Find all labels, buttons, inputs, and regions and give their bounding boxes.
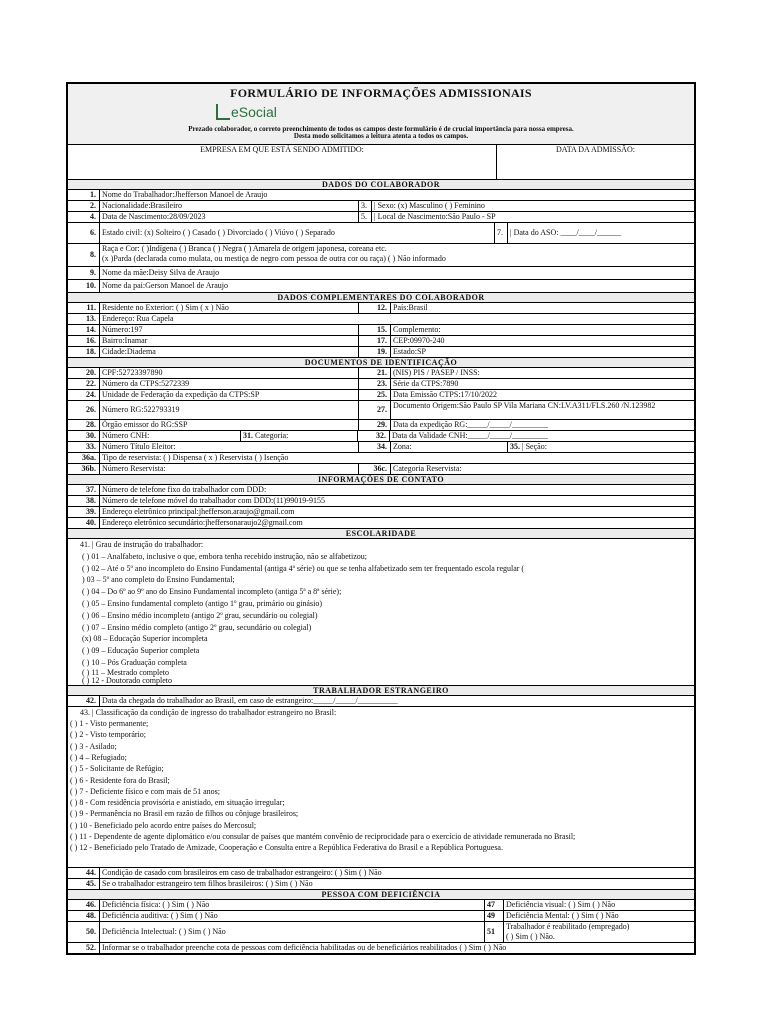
secao-field[interactable]: | Seção: [522,442,547,451]
escolaridade-option[interactable]: ( ) 10 – Pós Graduação completa [82,657,187,667]
nome-mae-field[interactable]: Nome da mãe:Deisy Silva de Araujo [102,268,220,277]
field-number: 39. [68,507,100,517]
condicao-option[interactable]: ( ) 12 - Beneficiado pelo Tratado de Amizade, Cooperação e Consulta entre a República Federativa do Brasil e a República Portuguesa. [70,843,503,853]
condicao-option[interactable]: ( ) 8 - Com residência provisória e anistiado, em situação irregular; [70,798,285,808]
documento-origem-field[interactable]: Documento Origem:São Paulo SP Vila Mariana CN:LV.A311/FLS.260 /N.123982 [393,401,656,410]
rg-orgao-field[interactable]: Órgão emissor do RG:SSP [100,420,359,430]
field-number: 3. [359,201,372,211]
field-number: 7. [495,223,508,243]
form-row [68,911,694,922]
field-number: 33. [68,442,100,452]
field-number: 13. [68,314,100,324]
escolaridade-heading: 41. | Grau de instrução do trabalhador: [80,540,204,549]
field-number: 37. [68,485,100,495]
field-number: 45. [68,879,100,889]
field-number: 49 [485,911,504,921]
email-secundario-field[interactable]: Endereço eletrônico secundário:jheffersonaraujo2@gmail.com [102,518,303,527]
cota-deficiencia-field[interactable]: Informar se o trabalhador preenche cota de pessoas com deficiência habilitadas ou de beneficiários reabilitados ( ) Sim ( ) Não [102,942,507,952]
form-row [68,336,694,347]
condicao-option[interactable]: ( ) 7 - Deficiente físico e com mais de 51 anos; [70,786,220,796]
telefone-fixo-field[interactable]: Número de telefone fixo do trabalhador com DDD: [102,485,267,494]
empresa-row [68,145,694,180]
condicao-option[interactable]: ( ) 2 - Visto temporário; [70,730,147,740]
form-row [68,868,694,879]
field-number: 40. [68,518,100,528]
condicao-option[interactable]: ( ) 1 - Visto permanente; [70,719,149,729]
section-deficiencia: PESSOA COM DEFICIÊNCIA [68,890,694,900]
condicao-option[interactable]: ( ) 9 - Permanência no Brasil em razão de filhos ou cônjuge brasileiros; [70,809,299,819]
data-admissao-field[interactable]: DATA DA ADMISSÃO: [556,145,635,154]
field-number: 50. [68,922,100,942]
field-number: 51 [485,922,504,942]
cnh-categoria-field[interactable]: Categoria: [255,431,289,440]
sexo-field[interactable]: | Sexo: (x) Masculino ( ) Feminino [374,201,485,210]
estado-civil-field[interactable]: Estado civil: (x) Solteiro ( ) Casado ( ) Divorciado ( ) Viúvo ( ) Separado [100,223,495,243]
nome-field[interactable]: Nome do Trabalhador:Jhefferson Manoel de Araujo [102,190,268,199]
condicao-ingresso-block [68,707,694,868]
logo-text: eSocial [231,104,277,120]
escolaridade-option[interactable]: ( ) 12 - Doutorado completo [82,676,172,685]
field-number: 31. [243,431,253,440]
admission-form [66,82,696,955]
field-number: 11. [68,303,100,313]
escolaridade-option[interactable]: ( ) 01 – Analfabeto, inclusive o que, embora tenha recebido instrução, não se alfabetizou; [82,551,368,561]
form-row [68,496,694,507]
form-row [68,280,694,293]
field-number: 25. [359,390,391,400]
escolaridade-option[interactable]: ( ) 09 – Educação Superior completa [82,646,200,656]
form-row [68,201,694,212]
field-number: 6. [68,223,100,243]
pais-field[interactable]: País:Brasil [393,303,428,312]
field-number: 29. [359,420,391,430]
casado-brasileiro-field[interactable]: Condição de casado com brasileiros em caso de trabalhador estrangeiro: ( ) Sim ( ) Não [102,867,382,877]
raca-cor-field[interactable] [100,244,694,266]
form-header [68,84,694,145]
cnh-validade-field[interactable]: Data da Validade CNH:_____/_____/_________ [392,431,549,440]
data-aso-field[interactable]: | Data do ASO: ____/____/______ [510,228,621,237]
field-number: 34. [359,442,391,452]
raca-line-1: Raça e Cor: ( )Indígena ( ) Branca ( ) Negra ( ) Amarela de origem japonesa, coreana etc. [102,244,387,253]
filhos-brasileiros-field[interactable]: Se o trabalhador estrangeiro tem filhos brasileiros: ( ) Sim ( ) Não [102,878,313,888]
form-row [68,390,694,401]
ctps-serie-field[interactable]: Série da CTPS:7890 [393,379,459,388]
form-row [68,267,694,280]
field-number: 14. [68,325,100,335]
field-number: 42. [68,696,100,706]
field-number: 32. [358,431,390,441]
field-number: 28. [68,420,100,430]
field-number: 47 [485,900,504,910]
deficiencia-auditiva-field[interactable]: Deficiência auditiva: ( ) Sim ( ) Não [100,911,485,921]
field-number: 36c. [359,464,391,474]
field-number: 48. [68,911,100,921]
ctps-uf-field[interactable]: Unidade de Federação da expedição da CTPS:SP [100,390,359,400]
condicao-option[interactable]: ( ) 11 - Dependente de agente diplomático e/ou consular de países que mantém convênio de reciprocidade para o exercício de atividade remunerada no Brasil; [70,832,576,842]
titulo-eleitor-field[interactable]: Número Título Eleitor: [100,442,359,452]
estado-field[interactable]: Estado:SP [393,347,426,356]
form-row [68,325,694,336]
section-escolaridade: ESCOLARIDADE [68,529,694,539]
condicao-option[interactable]: ( ) 4 – Refugiado; [70,752,127,762]
field-number: 15. [359,325,391,335]
zona-field[interactable]: Zona: [391,442,508,452]
escolaridade-option[interactable]: ( ) 05 – Ensino fundamental completo (antigo 1º grau, primário ou ginásio) [82,598,322,608]
field-number: 5. [359,212,372,222]
ctps-numero-field[interactable]: Número da CTPS:5272339 [100,379,359,389]
field-number: 36b. [68,464,100,474]
raca-line-2: (x )Parda (declarada como mulata, ou mestiça de negro com pessoa de outra cor ou raça) ( ) Não informado [102,254,446,263]
field-number: 38. [68,496,100,506]
numero-field[interactable]: Número:197 [100,325,359,335]
field-number: 22. [68,379,100,389]
field-number: 8. [68,244,100,266]
form-row [68,879,694,890]
cpf-field[interactable]: CPF:52723397890 [100,368,359,378]
form-title: FORMULÁRIO DE INFORMAÇÕES ADMISSIONAIS [230,86,532,100]
data-chegada-field[interactable]: Data da chegada do trabalhador ao Brasil, em caso de estrangeiro:_____/_____/__________ [102,695,398,705]
form-row [68,518,694,529]
form-row [68,244,694,267]
tipo-reservista-field[interactable]: Tipo de reservista: ( ) Dispensa ( x ) Reservista ( ) Isenção [102,453,289,462]
field-number: 44. [68,868,100,878]
ctps-emissao-field[interactable]: Data Emissão CTPS:17/10/2022 [393,390,497,399]
field-number: 19. [359,347,391,357]
escolaridade-option[interactable]: ( ) 07 – Ensino médio completo (antigo 2º grau, secundário ou colegial) [82,622,312,632]
reabilitado-field[interactable] [504,922,694,942]
field-number: 27. [359,401,391,419]
nome-pai-field[interactable]: Nome da pai:Gerson Manoel de Araujo [102,281,228,290]
field-number: 24. [68,390,100,400]
deficiencia-intelectual-field[interactable]: Deficiência Intelectual: ( ) Sim ( ) Não [100,922,485,942]
field-number: 30. [68,431,100,441]
empresa-field[interactable]: EMPRESA EM QUE ESTÁ SENDO ADMITIDO: [68,145,497,179]
form-row [68,379,694,390]
rg-expedicao-field[interactable]: Data da expedição RG:_____/_____/_________ [393,420,548,429]
cep-field[interactable]: CEP:09970-240 [393,336,445,345]
form-row [68,368,694,379]
form-row [68,190,694,201]
field-number: 2. [68,201,100,211]
field-number: 20. [68,368,100,378]
escolaridade-option[interactable]: ( ) 02 – Até o 5º ano incompleto do Ensino Fundamental (antiga 4ª série) ou que se tenha alfabetizado sem ter frequentado escola regular ( [82,563,525,573]
deficiencia-fisica-field[interactable]: Deficiência física: ( ) Sim ( ) Não [100,900,485,910]
form-row [68,922,694,943]
form-row [68,347,694,358]
deficiencia-visual-field[interactable]: Deficiência visual: ( ) Sim ( ) Não [506,899,616,909]
field-number: 46. [68,900,100,910]
field-number: 1. [68,190,100,200]
section-documentos: DOCUMENTOS DE IDENTIFICAÇÃO [68,358,694,368]
esocial-logo-icon [216,104,230,120]
escolaridade-option[interactable]: ( ) 04 – Do 6º ao 9º ano do Ensino Fundamental incompleto (antiga 5ª a 8ª série); [82,587,342,597]
form-row [68,420,694,431]
field-number: 35. [510,442,520,451]
nacionalidade-field[interactable]: Nacionalidade:Brasileiro [100,201,359,211]
telefone-movel-field[interactable]: Número de telefone móvel do trabalhador com DDD:(11)99019-9155 [102,496,325,505]
field-number: 4. [68,212,100,222]
field-number: 52. [68,943,100,953]
residente-exterior-field[interactable]: Residente no Exterior: ( ) Sim ( x ) Não [100,303,359,313]
form-row [68,453,694,464]
intro-text [68,126,694,140]
form-row [68,314,694,325]
intro-line-1: Prezado colaborador, o correto preenchimento de todos os campos deste formulário é de crucial importância para nossa empresa. [188,125,574,133]
nascimento-field[interactable]: Data de Nascimento:28/09/2023 [100,212,359,222]
field-number: 23. [359,379,391,389]
field-number: 36a. [68,453,100,463]
email-principal-field[interactable]: Endereço eletrônico principal:jhefferson.araujo@gmail.com [102,507,295,516]
section-contato: INFORMAÇÕES DE CONTATO [68,475,694,485]
condicao-option[interactable]: ( ) 3 - Asilado; [70,741,117,751]
condicao-heading: 43. | Classificação da condição de ingresso do trabalhador estrangeiro no Brasil: [80,707,337,717]
condicao-option[interactable]: ( ) 5 - Solicitante de Refúgio; [70,764,164,774]
form-row [68,401,694,420]
form-row [68,431,694,442]
form-row [68,212,694,223]
local-nascimento-field[interactable]: | Local de Nascimento:São Paulo - SP [374,212,496,221]
condicao-option[interactable]: ( ) 10 - Beneficiado pelo acordo entre países do Mercosul; [70,820,257,830]
deficiencia-mental-field[interactable]: Deficiência Mental: ( ) Sim ( ) Não [506,910,619,920]
escolaridade-block [68,539,694,686]
escolaridade-option[interactable]: ( ) 11 – Mestrado completo [82,668,170,677]
esocial-logo [216,104,277,120]
categoria-reservista-field[interactable]: Categoria Reservista: [393,464,462,473]
form-row [68,303,694,314]
escolaridade-option[interactable]: ) 03 – 5º ano completo do Ensino Fundamental; [82,575,235,585]
form-row [68,507,694,518]
form-row [68,900,694,911]
form-row [68,223,694,244]
field-number: 16. [68,336,100,346]
field-number: 9. [68,267,100,279]
reabilitado-label: Trabalhador é reabilitado (empregado) [506,921,630,931]
form-row [68,442,694,453]
cidade-field[interactable]: Cidade:Diadema [100,347,359,357]
section-colaborador: DADOS DO COLABORADOR [68,180,694,190]
field-number: 18. [68,347,100,357]
intro-line-2: Desta modo solicitamos a leitura atenta a todos os campos. [293,132,469,140]
bairro-field[interactable]: Bairro:Inamar [100,336,359,346]
escolaridade-option[interactable]: ( ) 06 – Ensino médio incompleto (antigo 2º grau, secundário ou colegial) [82,610,318,620]
pis-field[interactable]: (NIS) PIS / PASEP / INSS: [393,368,480,377]
complemento-field[interactable]: Complemento: [393,325,441,334]
rg-numero-field[interactable]: Número RG:522793319 [100,401,359,419]
endereco-field[interactable]: Endereço: Rua Capela [102,314,174,323]
condicao-option[interactable]: ( ) 6 - Residente fora do Brasil; [70,775,170,785]
escolaridade-option[interactable]: (x) 08 – Educação Superior incompleta [82,634,208,644]
section-estrangeiro: TRABALHADOR ESTRANGEIRO [68,686,694,696]
field-number: 17. [359,336,391,346]
form-row [68,943,694,953]
field-number: 21. [359,368,391,378]
numero-reservista-field[interactable]: Número Reservista: [100,464,359,474]
form-row [68,485,694,496]
field-number: 12. [359,303,391,313]
field-number: 26. [68,401,100,419]
form-row [68,696,694,707]
cnh-numero-field[interactable]: Número CNH: [100,431,241,441]
form-row [68,464,694,475]
section-complementares: DADOS COMPLEMENTARES DO COLABORADOR [68,293,694,303]
reabilitado-options: ( ) Sim ( ) Não. [506,931,555,941]
field-number: 10. [68,280,100,292]
